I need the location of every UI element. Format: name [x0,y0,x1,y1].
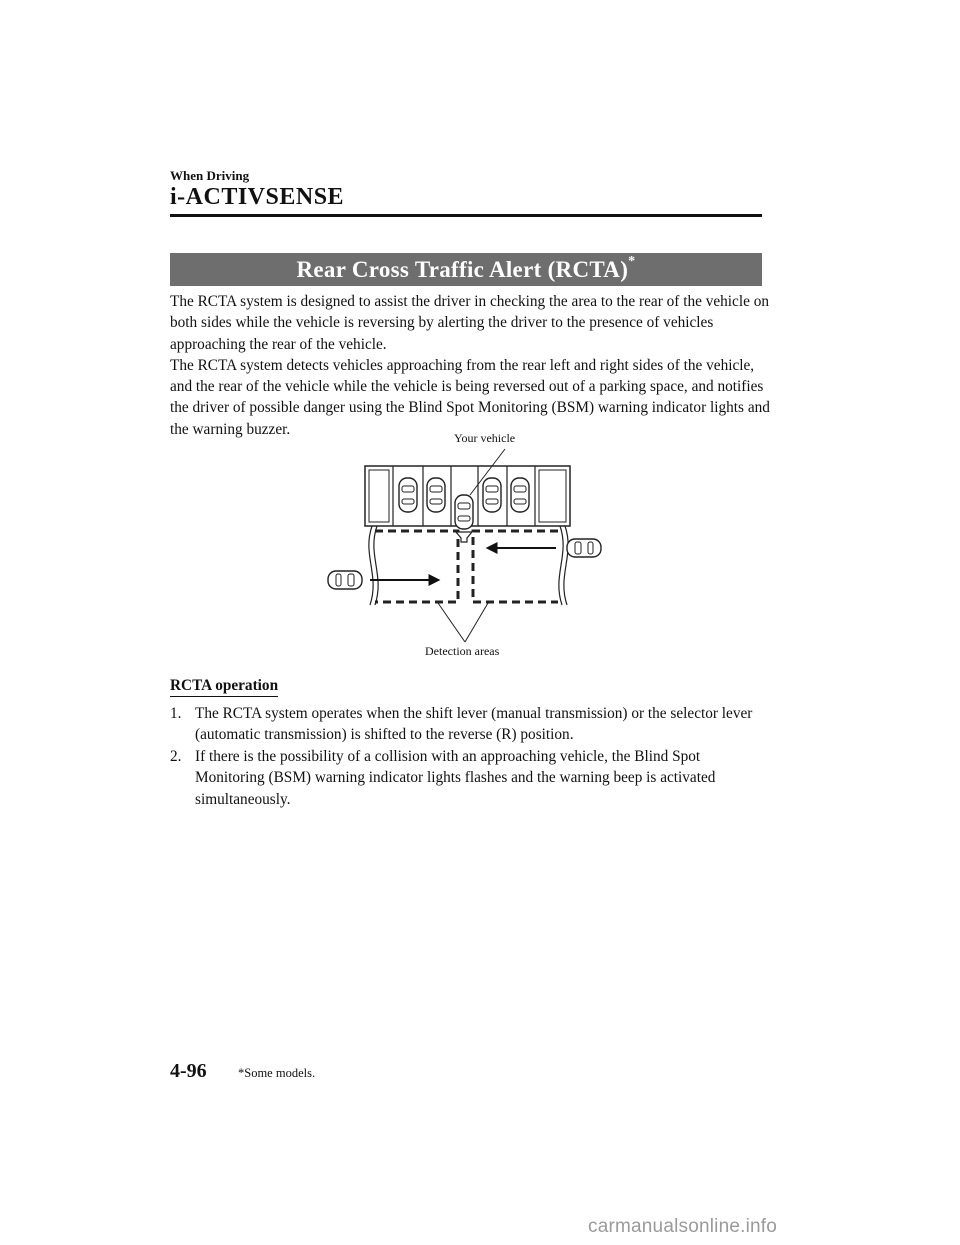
banner-title: Rear Cross Traffic Alert (RCTA) [296,257,629,282]
approaching-car-right [567,539,601,557]
rcta-diagram [320,425,620,665]
step-text: If there is the possibility of a collision with an approaching vehicle, the Blind Spot Monitoring (BSM) warning indicator lights flashes and the warning beep is activated simultaneously. [195,748,716,808]
intro-paragraph-1: The RCTA system is designed to assist the driver in checking the area to the rear of the vehicle on both sides while the vehicle is reversing by alerting the driver to the presence of vehicles approaching the rear of the vehicle. [170,293,770,353]
page-number: 4-96 [170,1060,207,1082]
detection-leader-left [438,603,465,642]
your-vehicle-label: Your vehicle [454,431,516,445]
parked-car-2 [427,478,445,512]
section-label: When Driving [170,168,250,183]
operation-steps [170,703,770,810]
operation-heading: RCTA operation [170,676,278,697]
section-banner [170,253,762,286]
parking-lot-illustration [320,425,620,665]
parked-car-1 [399,478,417,512]
some-models-marker: * [628,254,636,270]
intro-text [170,291,770,440]
step-text: The RCTA system operates when the shift lever (manual transmission) or the selector lever (automatic transmission) is shifted to the reverse (R) position. [195,705,753,744]
operation-step [170,746,770,810]
footnote: *Some models. [238,1066,316,1080]
chapter-title: i-ACTIVSENSE [170,184,345,210]
watermark: carmanualsonline.info [588,1216,778,1237]
operation-step [170,703,770,746]
step-number: 1. [170,705,182,722]
detection-leader-right [465,603,488,642]
your-vehicle-car [455,495,473,529]
detection-areas-label: Detection areas [425,644,500,658]
intro-paragraph-2: The RCTA system detects vehicles approaching from the rear left and right sides of the vehicle, and the rear of the vehicle while the vehicle is being reversed out of a parking space, and notifies the driver of possible danger using the Blind Spot Monitoring (BSM) warning indicator lights and the warning buzzer. [170,356,770,438]
parked-car-4 [511,478,529,512]
parked-car-3 [483,478,501,512]
approaching-car-left [328,571,362,589]
header-rule [170,214,762,217]
step-number: 2. [170,748,182,766]
